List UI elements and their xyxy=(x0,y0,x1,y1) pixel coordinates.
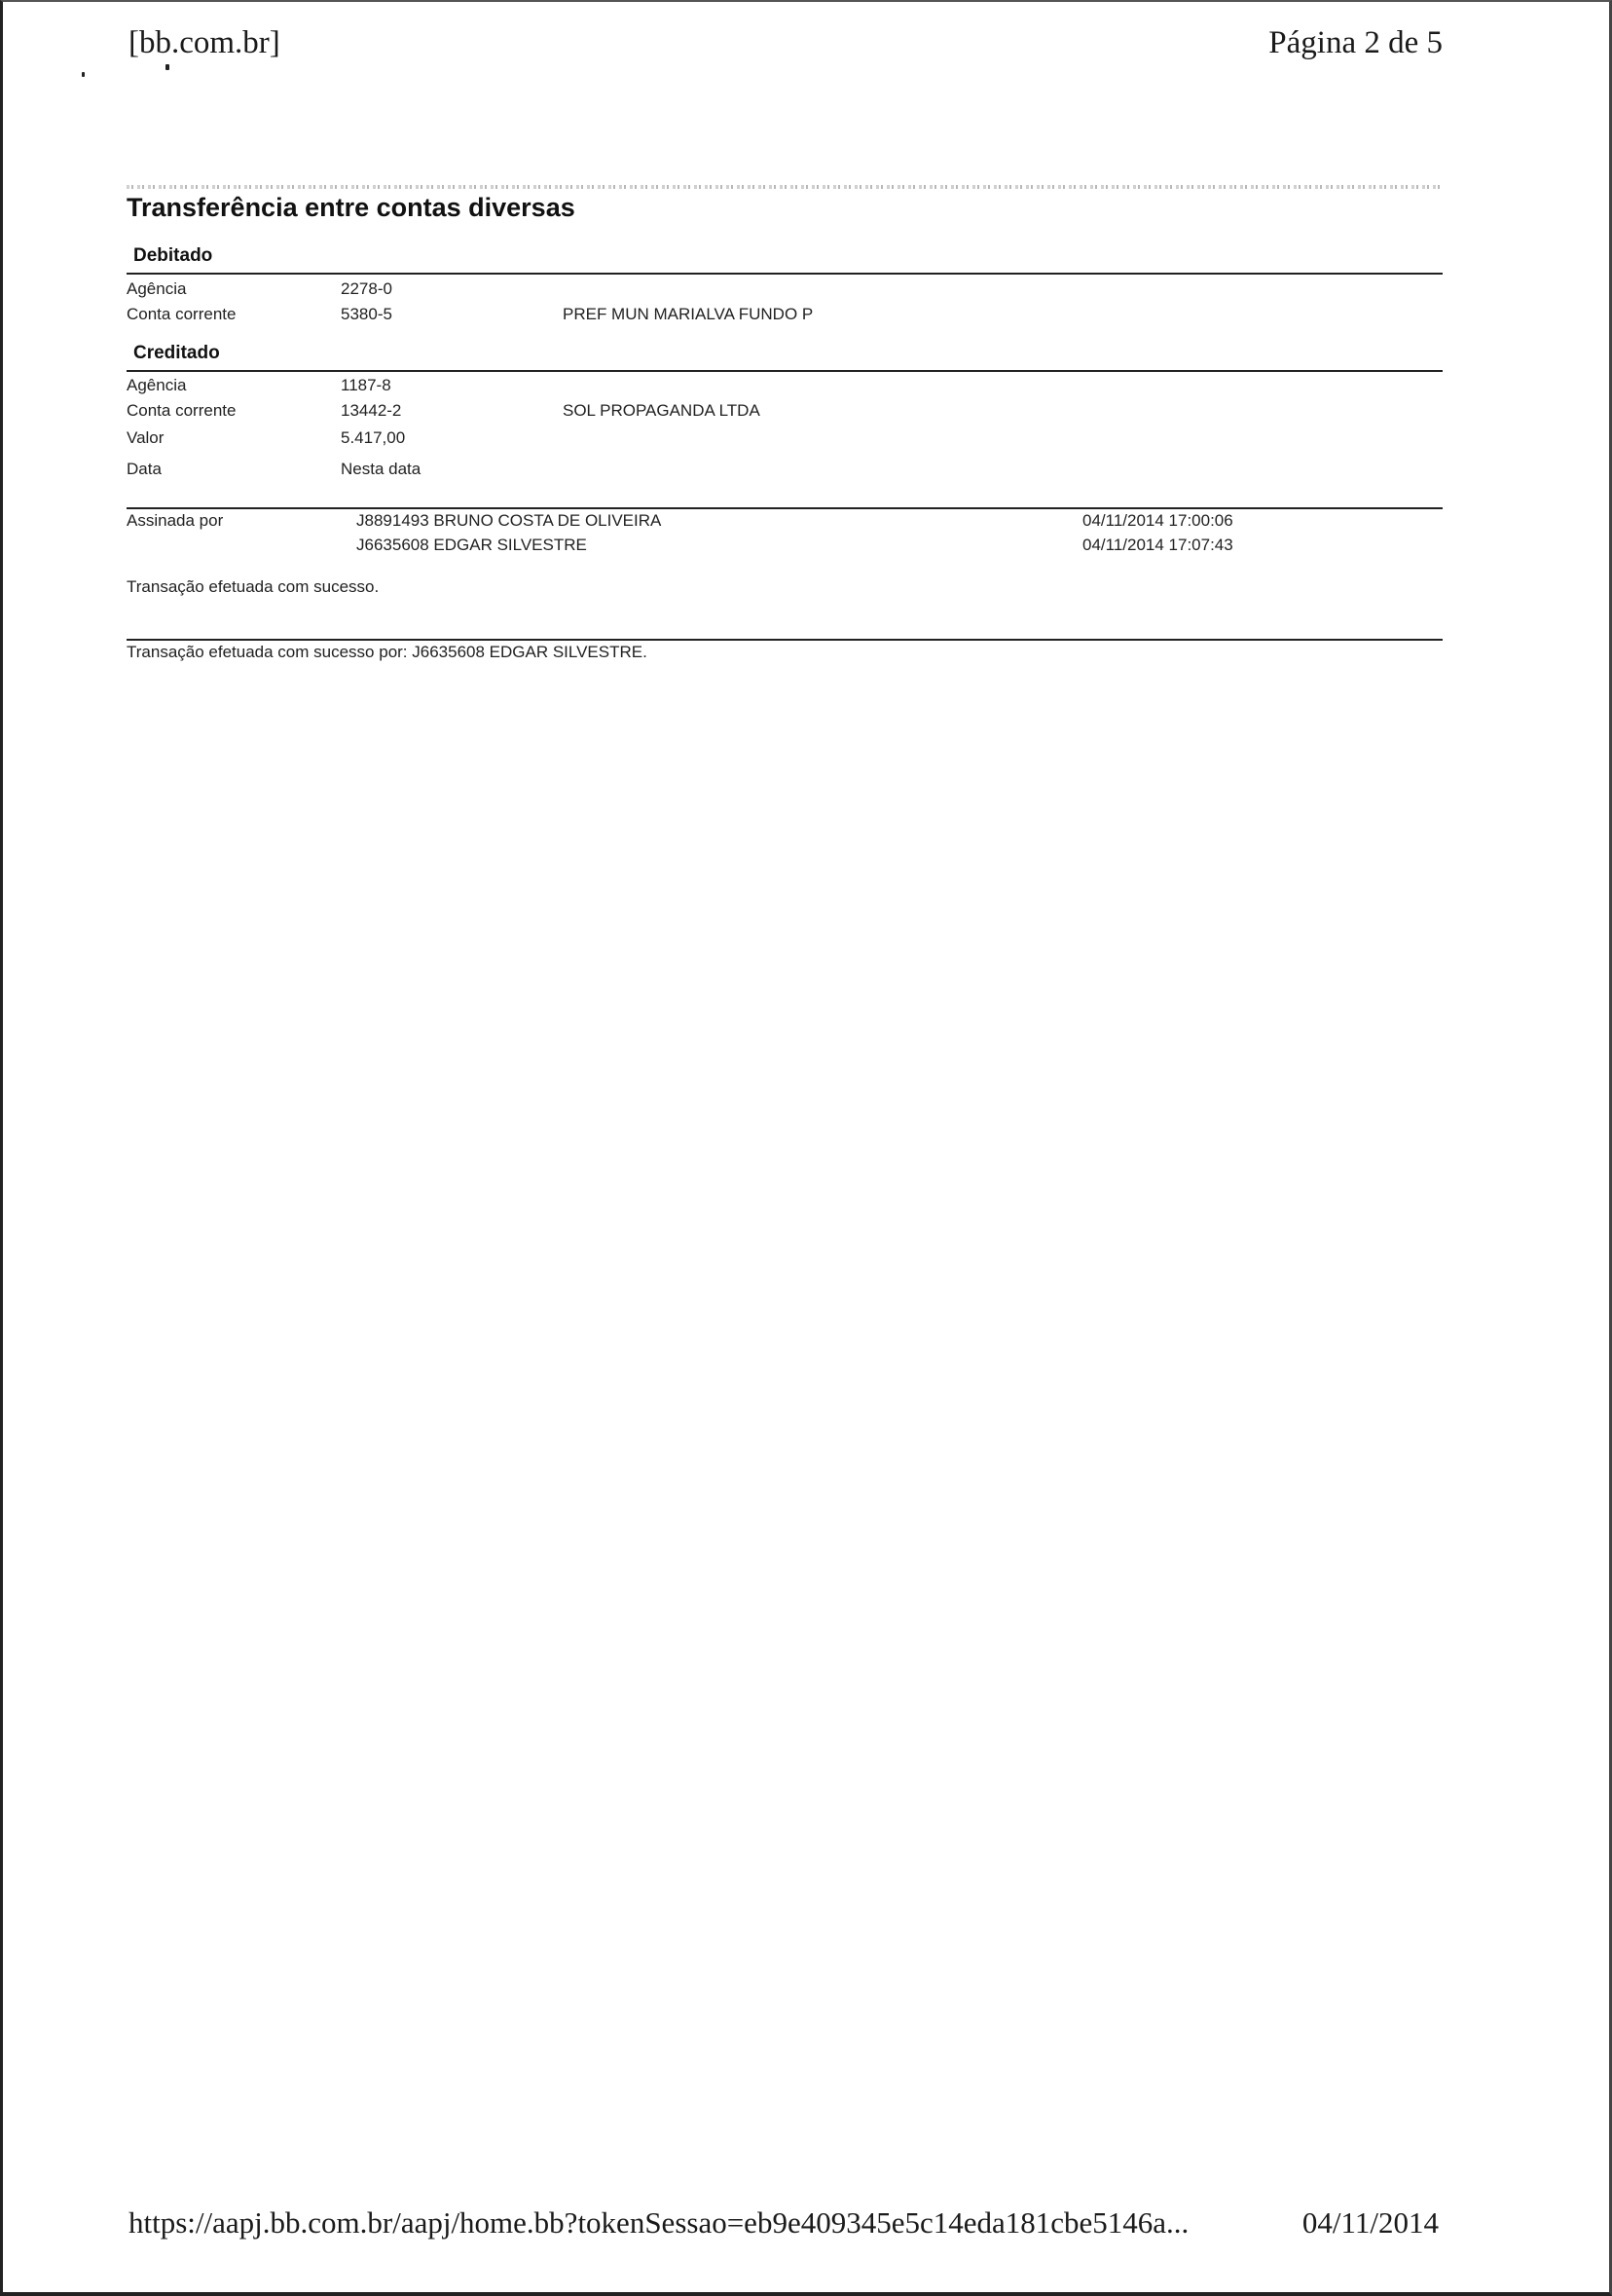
signer-name: J8891493 BRUNO COSTA DE OLIVEIRA xyxy=(356,511,662,530)
debitado-titular: PREF MUN MARIALVA FUNDO P xyxy=(563,305,814,323)
section-creditado-label: Creditado xyxy=(133,343,220,363)
debitado-agencia-label: Agência xyxy=(127,279,187,298)
creditado-agencia-label: Agência xyxy=(127,376,187,394)
creditado-valor-label: Valor xyxy=(127,428,165,447)
creditado-agencia-value: 1187-8 xyxy=(341,376,391,394)
scan-noise-divider xyxy=(127,185,1443,189)
footer-date: 04/11/2014 xyxy=(1301,2205,1439,2240)
footer-url: https://aapj.bb.com.br/aapj/home.bb?tokenSessao=eb9e409345e5c14eda181cbe5146a... xyxy=(128,2205,1190,2240)
divider-signatures xyxy=(127,507,1443,509)
scan-speck xyxy=(165,64,169,70)
signer-name: J6635608 EDGAR SILVESTRE xyxy=(356,536,587,554)
signer-timestamp: 04/11/2014 17:07:43 xyxy=(1082,536,1233,554)
creditado-valor-value: 5.417,00 xyxy=(341,428,406,447)
divider-creditado xyxy=(127,370,1443,372)
debitado-conta-value: 5380-5 xyxy=(341,305,392,323)
creditado-conta-value: 13442-2 xyxy=(341,401,402,420)
site-header: [bb.com.br] xyxy=(128,25,280,60)
creditado-conta-label: Conta corrente xyxy=(127,401,237,420)
status-by-message: Transação efetuada com sucesso por: J6635608 EDGAR SILVESTRE. xyxy=(127,643,647,661)
divider-status-by xyxy=(127,639,1443,641)
creditado-data-value: Nesta data xyxy=(341,460,421,478)
page-title: Transferência entre contas diversas xyxy=(127,193,575,222)
section-debitado-label: Debitado xyxy=(133,245,213,266)
creditado-titular: SOL PROPAGANDA LTDA xyxy=(563,401,760,420)
signatures-label: Assinada por xyxy=(127,511,224,530)
signer-timestamp: 04/11/2014 17:00:06 xyxy=(1082,511,1233,530)
creditado-data-label: Data xyxy=(127,460,162,478)
page-indicator: Página 2 de 5 xyxy=(1268,25,1443,60)
status-message: Transação efetuada com sucesso. xyxy=(127,577,380,596)
scan-speck xyxy=(82,72,85,77)
divider-debitado xyxy=(127,273,1443,275)
debitado-conta-label: Conta corrente xyxy=(127,305,237,323)
debitado-agencia-value: 2278-0 xyxy=(341,279,392,298)
